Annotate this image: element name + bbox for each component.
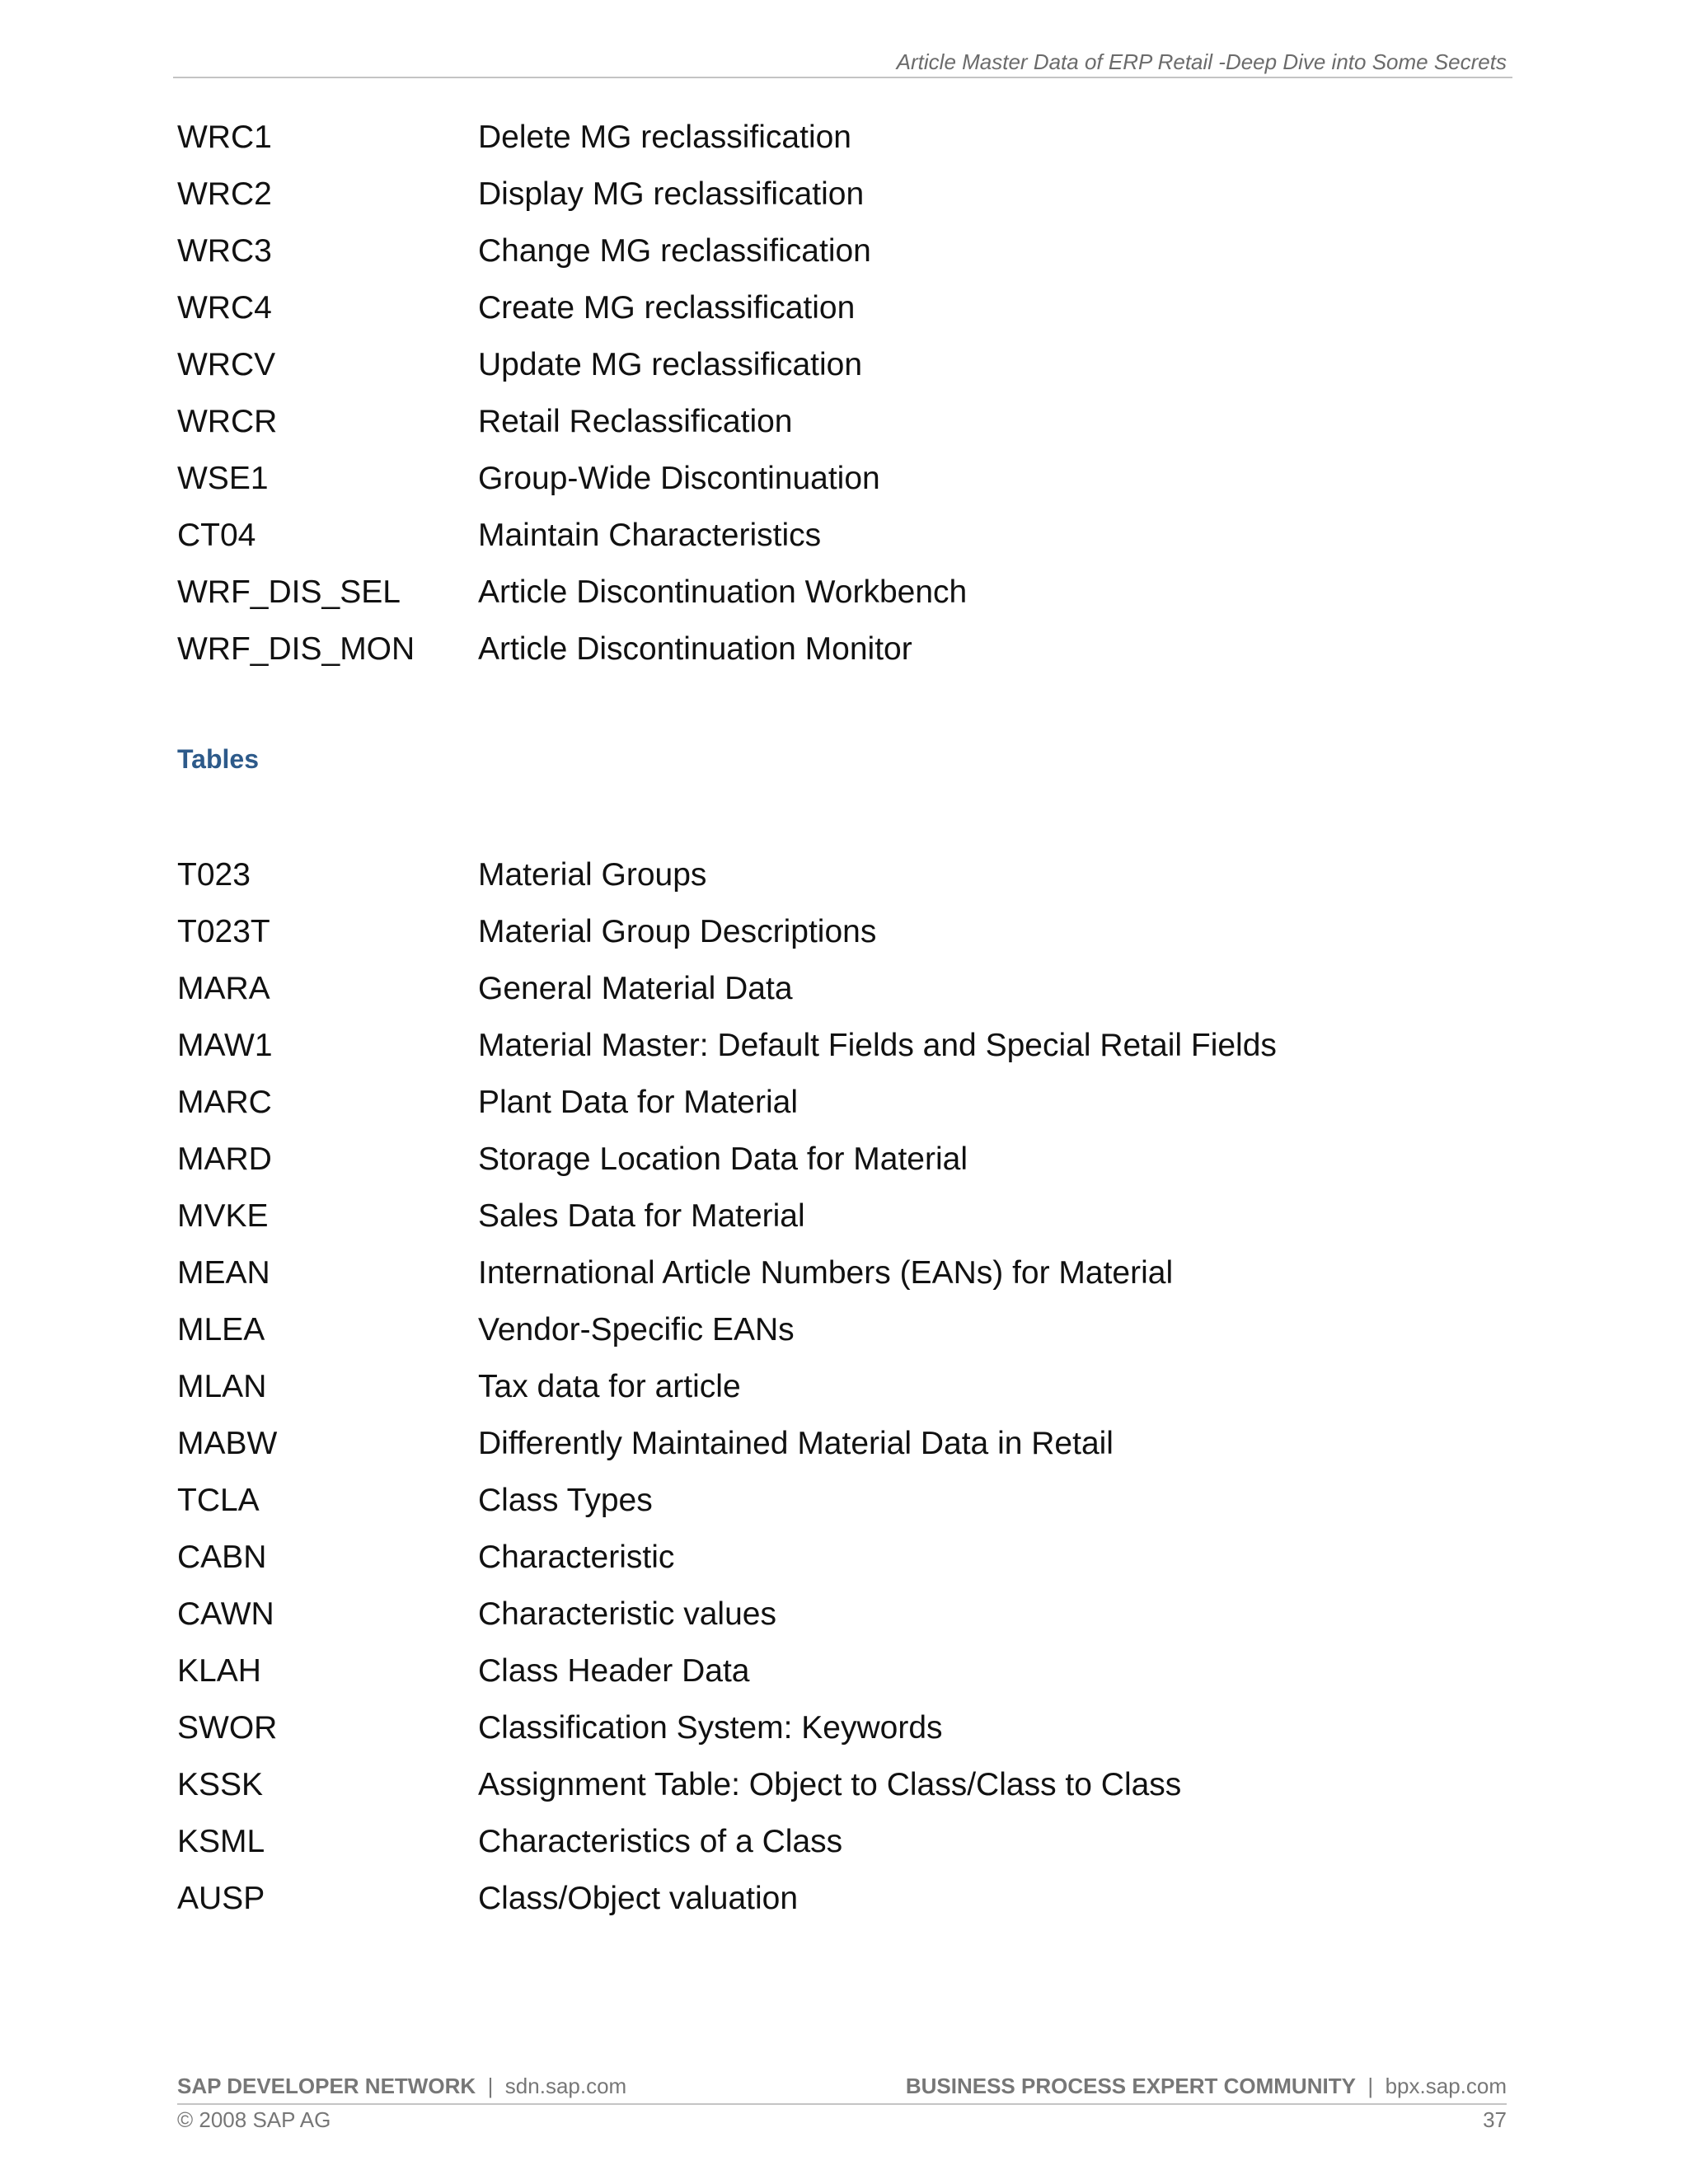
row-description: Sales Data for Material — [478, 1198, 805, 1234]
footer-right — [906, 2074, 1507, 2099]
row-description: Material Groups — [478, 857, 707, 893]
row-description: Characteristic — [478, 1540, 675, 1575]
row-code: MLAN — [177, 1369, 267, 1404]
page-number: 37 — [1483, 2107, 1507, 2132]
footer-left — [177, 2074, 626, 2099]
row-code: WRC4 — [177, 290, 272, 326]
row-code: WRCR — [177, 404, 278, 439]
row-description: Display MG reclassification — [478, 176, 865, 212]
row-description: Plant Data for Material — [478, 1085, 799, 1120]
row-code: CT04 — [177, 518, 256, 553]
row-description: Group-Wide Discontinuation — [478, 461, 880, 496]
row-description: Retail Reclassification — [478, 404, 793, 439]
row-description: Maintain Characteristics — [478, 518, 822, 553]
row-description: Class Header Data — [478, 1653, 750, 1689]
row-code: AUSP — [177, 1881, 265, 1916]
row-description: Classification System: Keywords — [478, 1710, 943, 1746]
row-code: MVKE — [177, 1198, 269, 1234]
footer-separator-right: | — [1367, 2074, 1374, 2098]
sdn-brand: SAP DEVELOPER NETWORK — [177, 2074, 476, 2098]
row-description: Class/Object valuation — [478, 1881, 799, 1916]
footer-divider — [177, 2103, 1507, 2105]
row-code: MARD — [177, 1141, 272, 1177]
row-code: WRF_DIS_MON — [177, 631, 415, 667]
row-description: Delete MG reclassification — [478, 120, 851, 155]
row-code: MLEA — [177, 1312, 265, 1347]
bpx-link[interactable]: bpx.sap.com — [1385, 2074, 1507, 2098]
row-description: Create MG reclassification — [478, 290, 856, 326]
row-code: CAWN — [177, 1596, 274, 1632]
copyright: © 2008 SAP AG — [177, 2107, 331, 2132]
row-code: MARC — [177, 1085, 272, 1120]
row-description: Update MG reclassification — [478, 347, 863, 382]
row-code: SWOR — [177, 1710, 278, 1746]
row-code: WRC2 — [177, 176, 272, 212]
row-code: MABW — [177, 1426, 278, 1461]
row-code: MAW1 — [177, 1028, 273, 1063]
row-code: MEAN — [177, 1255, 270, 1291]
row-code: T023 — [177, 857, 251, 893]
row-description: Change MG reclassification — [478, 233, 871, 269]
tables-heading: Tables — [177, 744, 259, 774]
row-code: WRC3 — [177, 233, 272, 269]
row-code: TCLA — [177, 1483, 260, 1518]
row-description: Tax data for article — [478, 1369, 741, 1404]
row-description: General Material Data — [478, 971, 793, 1006]
row-code: CABN — [177, 1540, 267, 1575]
row-code: KLAH — [177, 1653, 261, 1689]
row-description: Vendor-Specific EANs — [478, 1312, 795, 1347]
row-description: Material Group Descriptions — [478, 914, 877, 949]
bpx-brand: BUSINESS PROCESS EXPERT COMMUNITY — [905, 2074, 1356, 2098]
row-description: Storage Location Data for Material — [478, 1141, 968, 1177]
row-description: Assignment Table: Object to Class/Class to Class — [478, 1767, 1182, 1802]
row-description: Class Types — [478, 1483, 653, 1518]
row-code: WRCV — [177, 347, 276, 382]
row-code: KSSK — [177, 1767, 264, 1802]
row-code: WRF_DIS_SEL — [177, 574, 401, 610]
running-header: Article Master Data of ERP Retail -Deep Dive into Some Secrets — [896, 49, 1507, 74]
header-divider — [173, 77, 1512, 78]
row-code: T023T — [177, 914, 270, 949]
sdn-link[interactable]: sdn.sap.com — [504, 2074, 627, 2098]
row-description: Characteristic values — [478, 1596, 776, 1632]
row-description: Characteristics of a Class — [478, 1824, 843, 1859]
row-code: KSML — [177, 1824, 265, 1859]
row-description: Material Master: Default Fields and Special Retail Fields — [478, 1028, 1277, 1063]
row-code: MARA — [177, 971, 270, 1006]
row-code: WSE1 — [177, 461, 269, 496]
row-description: Differently Maintained Material Data in Retail — [478, 1426, 1114, 1461]
footer-separator-left: | — [487, 2074, 494, 2098]
row-code: WRC1 — [177, 120, 272, 155]
row-description: International Article Numbers (EANs) for Material — [478, 1255, 1174, 1291]
row-description: Article Discontinuation Workbench — [478, 574, 968, 610]
row-description: Article Discontinuation Monitor — [478, 631, 912, 667]
